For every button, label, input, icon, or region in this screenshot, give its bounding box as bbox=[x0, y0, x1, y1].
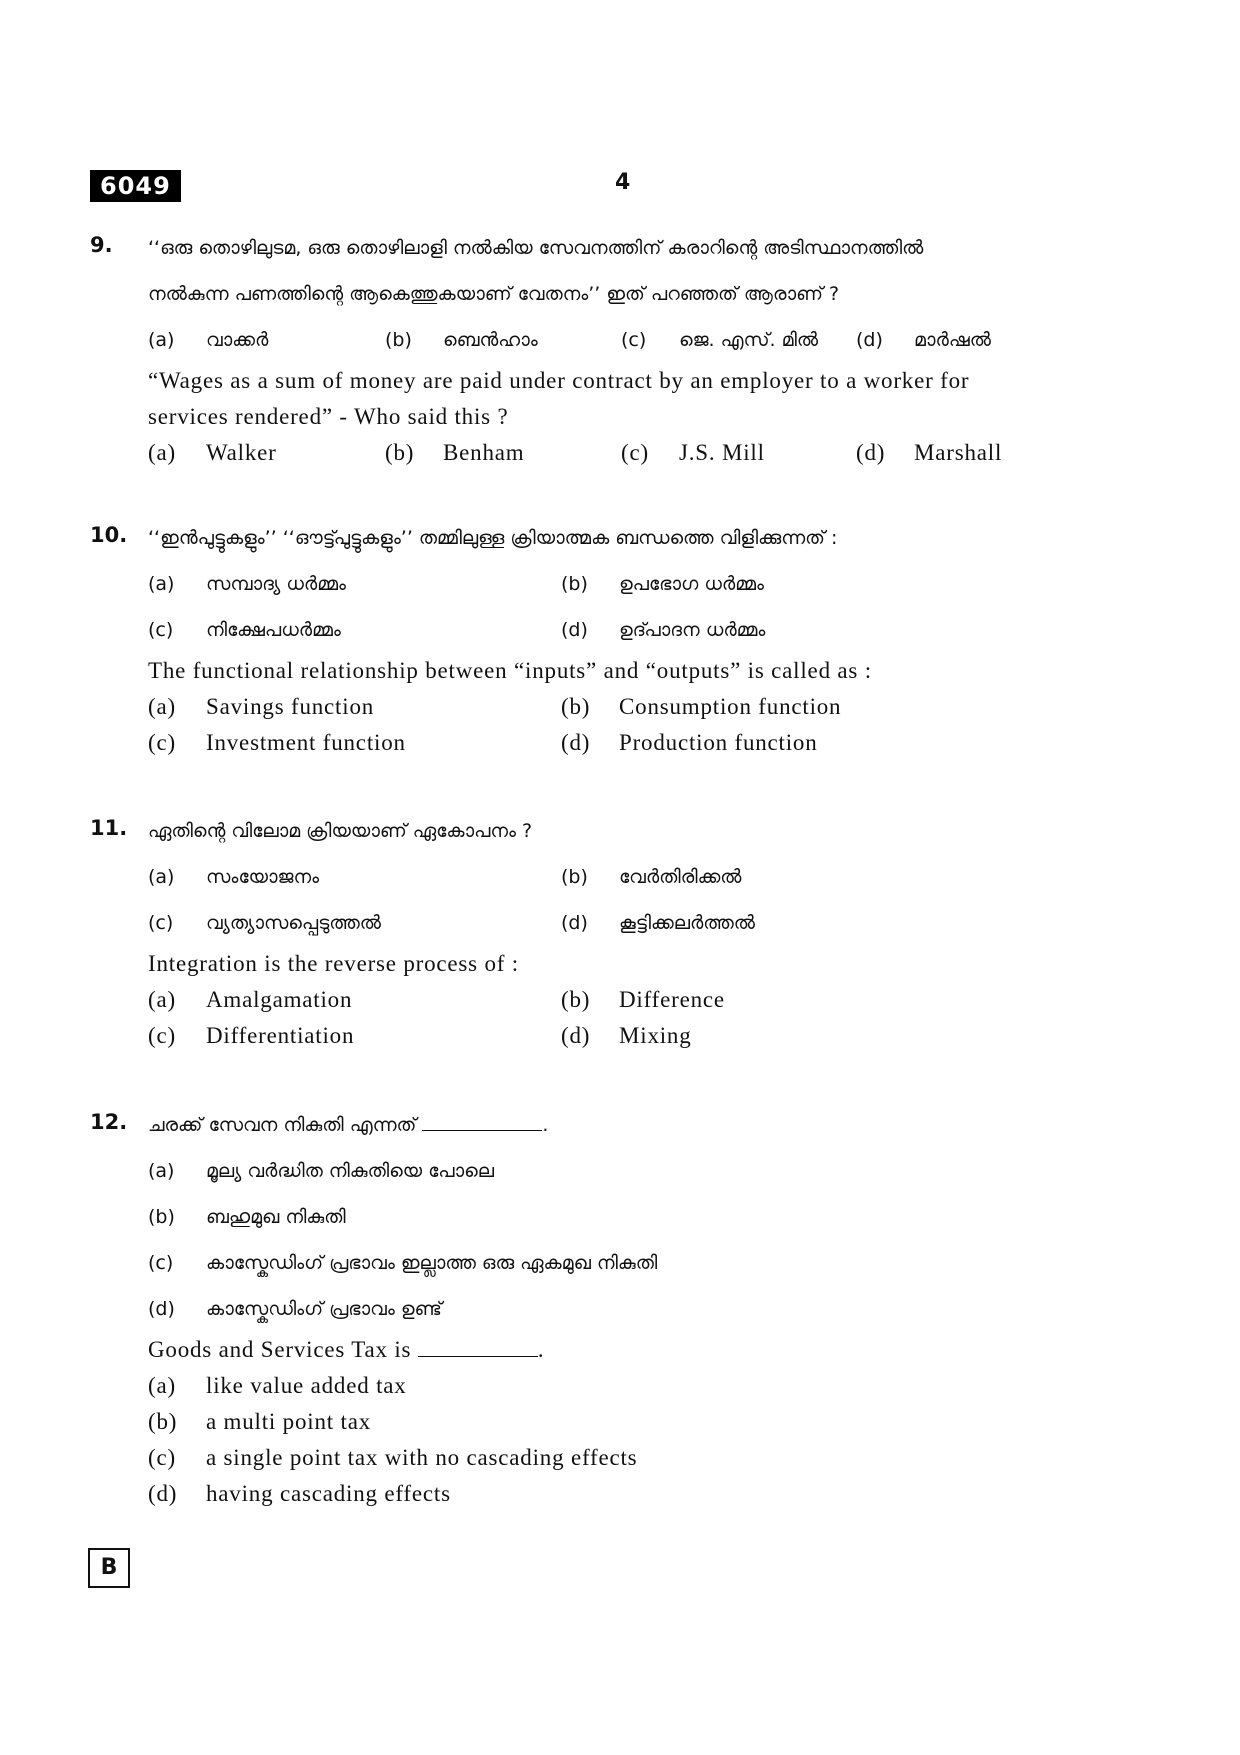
option-label: (c) bbox=[148, 1445, 176, 1470]
paper-code: 6049 bbox=[90, 170, 181, 202]
option-d[interactable] bbox=[561, 725, 1041, 761]
option-text: സംയോജനം bbox=[206, 866, 320, 888]
options-english bbox=[90, 1368, 1150, 1512]
option-text: a single point tax with no cascading effects bbox=[206, 1445, 638, 1470]
option-text: a multi point tax bbox=[206, 1409, 371, 1434]
question-text-english: Integration is the reverse process of : bbox=[148, 951, 519, 976]
question-text: Goods and Services Tax is bbox=[148, 1337, 412, 1362]
option-b[interactable] bbox=[561, 854, 1041, 900]
option-d[interactable] bbox=[148, 1286, 1150, 1332]
option-b[interactable] bbox=[561, 982, 1041, 1018]
option-a[interactable] bbox=[148, 982, 561, 1018]
question-number: 10. bbox=[90, 523, 128, 547]
option-d[interactable] bbox=[561, 1018, 1041, 1054]
question-text-malayalam-cont: നൽകുന്ന പണത്തിന്റെ ആകെത്തുകയാണ് വേതനം’’ ഇത് പറഞ്ഞത് ആരാണ് ? bbox=[148, 283, 840, 305]
option-label: (c) bbox=[148, 619, 174, 641]
option-text: Difference bbox=[619, 987, 725, 1012]
option-d[interactable] bbox=[856, 435, 1002, 471]
question-text-english bbox=[148, 1332, 1150, 1368]
option-label: (d) bbox=[561, 1023, 591, 1048]
option-text: കാസ്കേഡിംഗ് പ്രഭാവം ഇല്ലാത്ത ഒരു ഏകമുഖ നികുതി bbox=[206, 1252, 658, 1274]
option-text: ബഹുമുഖ നികുതി bbox=[206, 1206, 346, 1228]
question-11 bbox=[90, 808, 1150, 1054]
option-b[interactable] bbox=[561, 561, 1041, 607]
option-text: Mixing bbox=[619, 1023, 692, 1048]
page-number: 4 bbox=[615, 170, 631, 195]
question-number: 11. bbox=[90, 816, 128, 840]
question-text-malayalam: ഏതിന്റെ വിലോമ ക്രിയയാണ് ഏകോപനം ? bbox=[148, 820, 533, 842]
option-text: Differentiation bbox=[206, 1023, 355, 1048]
question-text-malayalam bbox=[148, 1102, 1150, 1148]
question-text-english-cont: services rendered” - Who said this ? bbox=[148, 404, 509, 429]
option-d[interactable] bbox=[561, 607, 1041, 653]
option-text: having cascading effects bbox=[206, 1481, 451, 1506]
option-text: J.S. Mill bbox=[679, 440, 765, 465]
option-a[interactable] bbox=[148, 317, 385, 363]
option-text: Consumption function bbox=[619, 694, 842, 719]
option-label: (c) bbox=[621, 329, 647, 351]
question-number: 9. bbox=[90, 233, 113, 257]
option-text: Walker bbox=[206, 440, 277, 465]
page-header bbox=[90, 170, 1150, 210]
option-text: വാക്കർ bbox=[206, 329, 269, 351]
option-a[interactable] bbox=[148, 561, 561, 607]
option-c[interactable] bbox=[148, 607, 561, 653]
option-label: (b) bbox=[561, 694, 591, 719]
option-b[interactable] bbox=[385, 317, 621, 363]
option-label: (a) bbox=[148, 1160, 175, 1182]
options-malayalam bbox=[90, 317, 1150, 363]
question-suffix: . bbox=[537, 1337, 545, 1362]
option-text: ഉപഭോഗ ധർമ്മം bbox=[619, 573, 764, 595]
option-label: (c) bbox=[148, 1252, 174, 1274]
option-text: like value added tax bbox=[206, 1373, 407, 1398]
question-suffix: . bbox=[542, 1114, 549, 1136]
option-text: മൂല്യ വർദ്ധിത നികുതിയെ പോലെ bbox=[206, 1160, 494, 1182]
option-d[interactable] bbox=[148, 1476, 1150, 1512]
option-label: (a) bbox=[148, 329, 175, 351]
option-label: (b) bbox=[148, 1206, 175, 1228]
option-label: (b) bbox=[561, 987, 591, 1012]
option-text: Savings function bbox=[206, 694, 375, 719]
option-text: Amalgamation bbox=[206, 987, 353, 1012]
option-label: (d) bbox=[148, 1298, 175, 1320]
option-b[interactable] bbox=[148, 1404, 1150, 1440]
option-text: Benham bbox=[443, 440, 525, 465]
option-c[interactable] bbox=[148, 725, 561, 761]
option-text: Investment function bbox=[206, 730, 406, 755]
question-text-malayalam: ‘‘ഒരു തൊഴിലുടമ, ഒരു തൊഴിലാളി നൽകിയ സേവനത്തിന് കരാറിന്റെ അടിസ്ഥാനത്തിൽ bbox=[148, 237, 924, 259]
option-b[interactable] bbox=[561, 689, 1041, 725]
option-c[interactable] bbox=[621, 317, 856, 363]
question-number: 12. bbox=[90, 1110, 128, 1134]
option-text: വ്യത്യാസപ്പെടുത്തൽ bbox=[206, 912, 381, 934]
question-12 bbox=[90, 1102, 1150, 1512]
option-label: (b) bbox=[561, 573, 588, 595]
answer-blank bbox=[422, 1129, 542, 1131]
question-text-english: “Wages as a sum of money are paid under contract by an employer to a worker for bbox=[148, 368, 970, 393]
option-label: (b) bbox=[561, 866, 588, 888]
option-label: (b) bbox=[385, 440, 415, 465]
option-label: (d) bbox=[561, 730, 591, 755]
option-label: (d) bbox=[148, 1481, 178, 1506]
option-label: (d) bbox=[856, 329, 883, 351]
option-label: (a) bbox=[148, 1373, 176, 1398]
option-a[interactable] bbox=[148, 435, 385, 471]
option-text: നിക്ഷേപധർമ്മം bbox=[206, 619, 341, 641]
option-a[interactable] bbox=[148, 854, 561, 900]
option-label: (c) bbox=[148, 912, 174, 934]
option-label: (a) bbox=[148, 573, 175, 595]
option-text: മാർഷൽ bbox=[914, 329, 991, 351]
option-c[interactable] bbox=[148, 1018, 561, 1054]
options-english bbox=[90, 982, 1150, 1054]
options-malayalam bbox=[90, 561, 1150, 653]
options-malayalam bbox=[90, 854, 1150, 946]
option-label: (d) bbox=[856, 440, 886, 465]
option-text: Production function bbox=[619, 730, 818, 755]
question-text-english: The functional relationship between “inputs” and “outputs” is called as : bbox=[148, 658, 872, 683]
option-label: (a) bbox=[148, 440, 176, 465]
question-text: ചരക്ക് സേവന നികുതി എന്നത് bbox=[148, 1114, 417, 1136]
option-label: (d) bbox=[561, 619, 588, 641]
option-text: സമ്പാദ്യ ധർമ്മം bbox=[206, 573, 346, 595]
question-9 bbox=[90, 225, 1150, 471]
option-label: (a) bbox=[148, 866, 175, 888]
option-a[interactable] bbox=[148, 1148, 1150, 1194]
option-text: Marshall bbox=[914, 440, 1003, 465]
option-d[interactable] bbox=[561, 900, 1041, 946]
option-a[interactable] bbox=[148, 1368, 1150, 1404]
question-10 bbox=[90, 515, 1150, 761]
option-b[interactable] bbox=[385, 435, 621, 471]
option-label: (a) bbox=[148, 694, 176, 719]
option-label: (c) bbox=[148, 1023, 176, 1048]
option-label: (a) bbox=[148, 987, 176, 1012]
option-text: ബെൻഹാം bbox=[443, 329, 538, 351]
option-c[interactable] bbox=[148, 1440, 1150, 1476]
option-label: (d) bbox=[561, 912, 588, 934]
option-c[interactable] bbox=[148, 900, 561, 946]
options-english bbox=[90, 689, 1150, 761]
option-d[interactable] bbox=[856, 317, 991, 363]
option-text: ഉദ്പാദന ധർമ്മം bbox=[619, 619, 766, 641]
option-label: (b) bbox=[385, 329, 412, 351]
options-malayalam bbox=[90, 1148, 1150, 1332]
option-c[interactable] bbox=[621, 435, 856, 471]
question-set-label: B bbox=[88, 1548, 130, 1588]
option-label: (c) bbox=[148, 730, 176, 755]
option-text: കാസ്കേഡിംഗ് പ്രഭാവം ഉണ്ട് bbox=[206, 1298, 442, 1320]
option-c[interactable] bbox=[148, 1240, 1150, 1286]
option-text: ജെ. എസ്. മിൽ bbox=[679, 329, 819, 351]
option-a[interactable] bbox=[148, 689, 561, 725]
option-label: (c) bbox=[621, 440, 649, 465]
answer-blank bbox=[418, 1355, 538, 1357]
question-text-malayalam: ‘‘ഇൻപുട്ടുകളും’’ ‘‘ഔട്ട്പുട്ടുകളും’’ തമ്മിലുള്ള ക്രിയാത്മക ബന്ധത്തെ വിളിക്കുന്നത് : bbox=[148, 527, 838, 549]
option-text: വേർതിരിക്കൽ bbox=[619, 866, 742, 888]
option-b[interactable] bbox=[148, 1194, 1150, 1240]
option-label: (b) bbox=[148, 1409, 178, 1434]
options-english bbox=[90, 435, 1150, 471]
option-text: കൂട്ടിക്കലർത്തൽ bbox=[619, 912, 755, 934]
